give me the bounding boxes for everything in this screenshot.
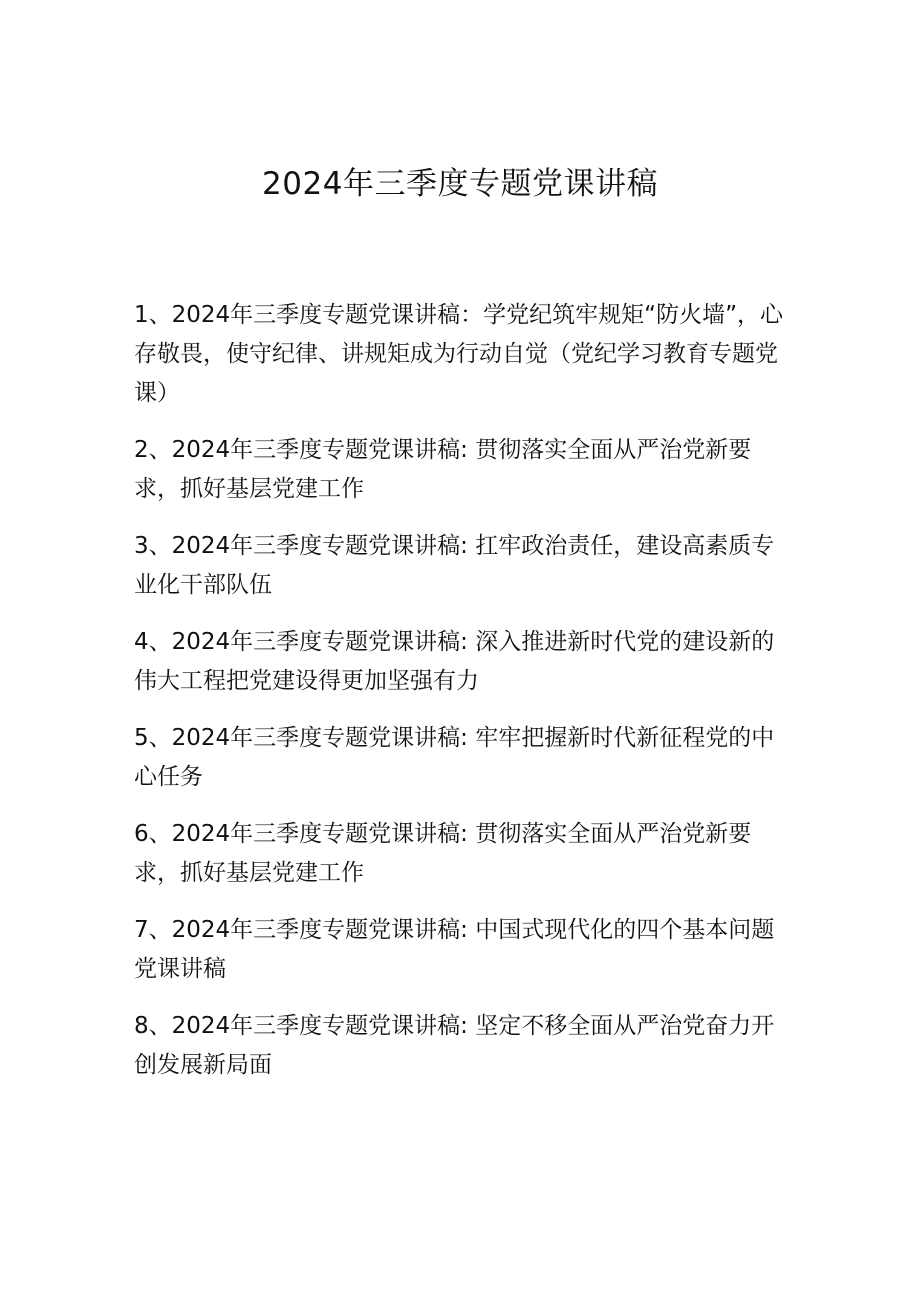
contents-list — [134, 296, 794, 1103]
contents-item-8: 8、2024年三季度专题党课讲稿: 坚定不移全面从严治党奋力开创发展新局面 — [134, 1013, 775, 1078]
contents-item-1: 1、2024年三季度专题党课讲稿：学党纪筑牢规矩“防火墙”，心存敬畏，使守纪律、讲规矩成为行动自觉（党纪学习教育专题党课） — [134, 302, 783, 406]
contents-item-6: 6、2024年三季度专题党课讲稿: 贯彻落实全面从严治党新要求，抓好基层党建工作 — [134, 821, 752, 886]
contents-item-3: 3、2024年三季度专题党课讲稿: 扛牢政治责任，建设高素质专业化干部队伍 — [134, 533, 775, 598]
document-title: 2024年三季度专题党课讲稿 — [262, 166, 658, 202]
contents-item-5: 5、2024年三季度专题党课讲稿: 牢牢把握新时代新征程党的中心任务 — [134, 725, 775, 790]
contents-item-4: 4、2024年三季度专题党课讲稿: 深入推进新时代党的建设新的伟大工程把党建设得更加坚强有力 — [134, 629, 775, 694]
contents-item-2: 2、2024年三季度专题党课讲稿: 贯彻落实全面从严治党新要求，抓好基层党建工作 — [134, 437, 752, 502]
contents-item-7: 7、2024年三季度专题党课讲稿: 中国式现代化的四个基本问题党课讲稿 — [134, 917, 775, 982]
